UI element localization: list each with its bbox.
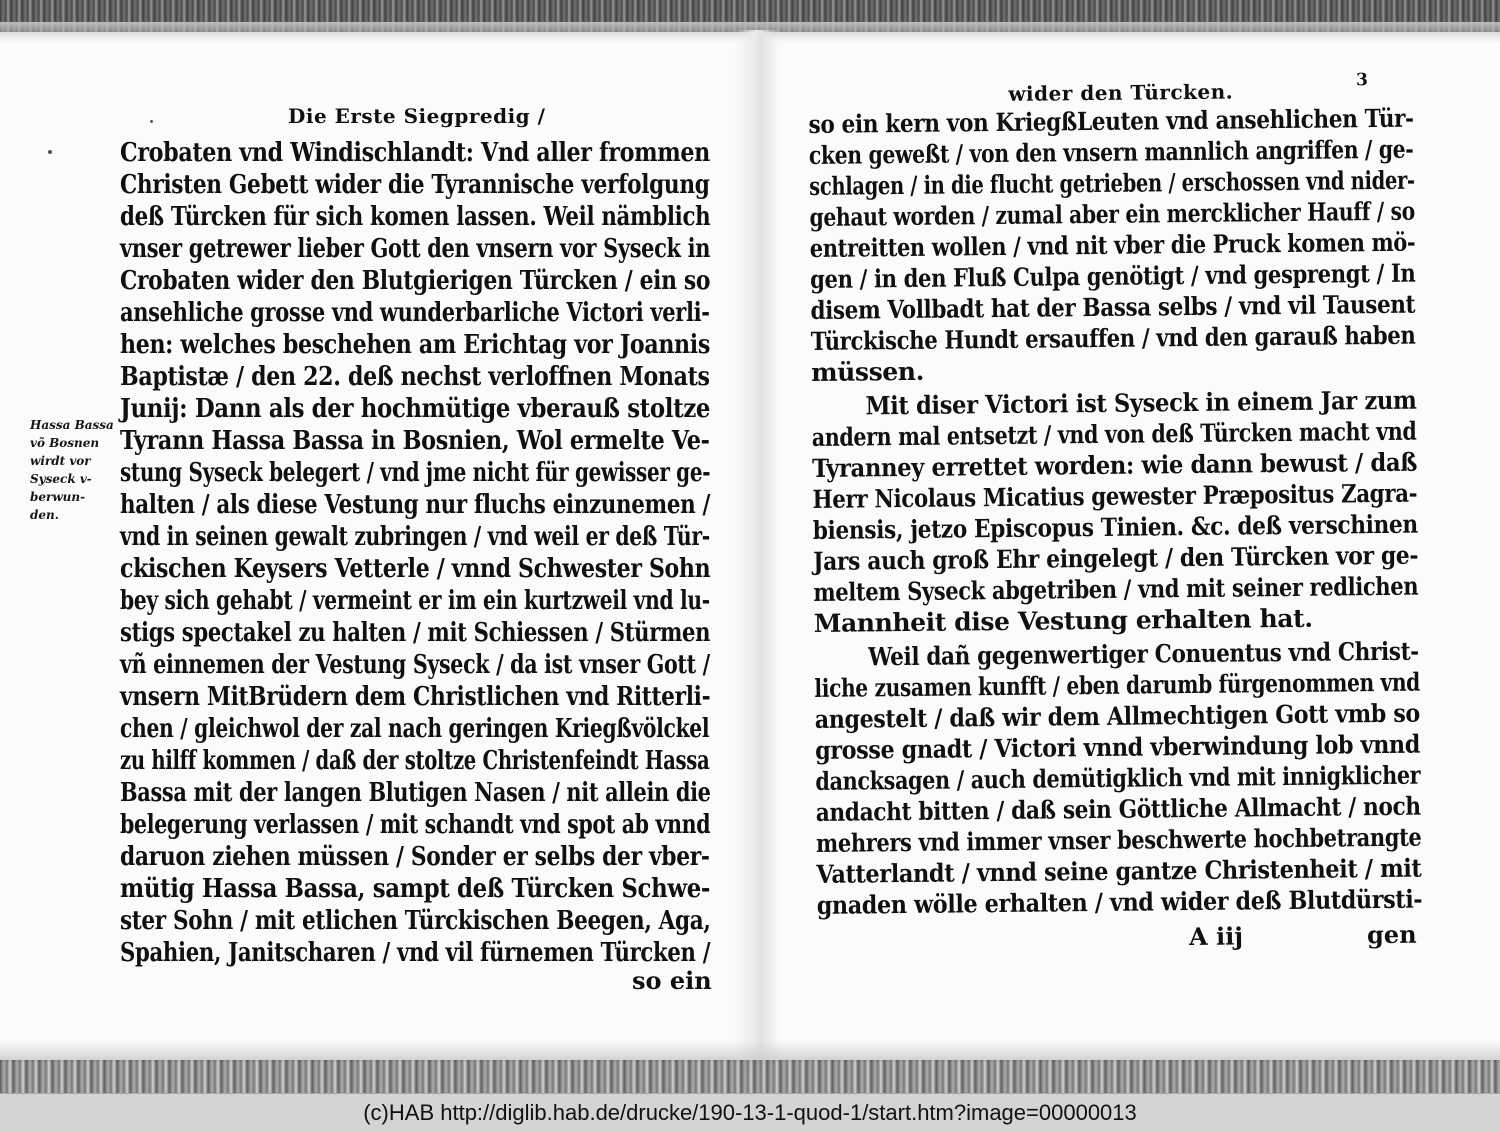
- bottom-edge-shadow: [0, 1060, 1500, 1093]
- text-line: ster Sohn / mit etlichen Türckischen Beegen, Aga,: [120, 906, 711, 936]
- text-line: Weil dañ gegenwertiger Conuentus vnd Christ-: [867, 636, 1419, 672]
- text-line: müssen.: [810, 356, 925, 387]
- signature-mark: A iij: [1188, 921, 1244, 952]
- left-running-head: Die Erste Siegpredig /: [288, 104, 546, 128]
- text-line: andern mal entsetzt / vnd von deß Türcken macht vnd: [811, 416, 1417, 452]
- left-catchword: so ein: [632, 966, 712, 995]
- text-line: disem Vollbadt hat der Bassa selbs / vnd vil Tausent: [810, 289, 1416, 325]
- marginal-note-line: wirdt vor: [30, 454, 91, 468]
- marginal-note-line: berwun-: [30, 490, 86, 504]
- text-line: hen: welches beschehen am Erichtag vor Joannis: [120, 330, 710, 360]
- right-running-head: wider den Türcken.: [1008, 79, 1234, 106]
- marginal-note: [30, 416, 122, 524]
- text-line: Crobaten vnd Windischlandt: Vnd aller frommen: [120, 138, 710, 168]
- text-line: cken geweßt / von den vnsern mannlich angriffen / ge-: [808, 134, 1414, 170]
- text-line: Tyrann Hassa Bassa in Bosnien, Wol ermelte Ve-: [120, 426, 710, 456]
- text-line: gnaden wölle erhalten / vnd wider deß Blutdürsti-: [816, 884, 1423, 920]
- text-line: deß Türcken für sich komen lassen. Weil nämblich: [120, 202, 711, 232]
- text-line: Vatterlandt / vnnd seine gantze Christenheit / mit: [816, 853, 1422, 889]
- text-line: schlagen / in die flucht getrieben / erschossen vnd nider-: [809, 165, 1415, 201]
- text-line: Baptistæ / den 22. deß nechst verloffnen Monats: [120, 362, 710, 392]
- text-line: so ein kern von KriegßLeuten vnd ansehlichen Tür-: [808, 103, 1414, 139]
- text-line: Junij: Dann als der hochmütige vberauß stoltze: [120, 394, 711, 424]
- text-line: Mit diser Victori ist Syseck in einem Jar zum: [865, 385, 1417, 421]
- text-line: mütig Hassa Bassa, sampt deß Türcken Schwe-: [120, 874, 711, 904]
- text-line: meltem Syseck abgetriben / vnd mit seiner redlichen: [813, 571, 1419, 607]
- text-line: daruon ziehen müssen / Sonder er selbs der vber-: [120, 842, 710, 872]
- text-line: vñ einnemen der Vestung Syseck / da ist vnser Gott /: [120, 650, 710, 680]
- text-line: liche zusamen kunfft / eben darumb fürgenommen vnd: [814, 667, 1421, 703]
- text-line: zu hilff kommen / daß der stoltze Christenfeindt Hassa: [120, 746, 710, 776]
- text-line: vnsern MitBrüdern dem Christlichen vnd Ritterli-: [120, 682, 711, 712]
- copyright-footer: (c)HAB http://diglib.hab.de/drucke/190-13-1-quod-1/start.htm?image=00000013: [0, 1093, 1500, 1132]
- text-line: Crobaten wider den Blutgierigen Türcken / ein so: [120, 266, 711, 296]
- text-line: mehrers vnd immer vnser beschwerte hochbetrangte: [815, 822, 1422, 858]
- text-line: stung Syseck belegert / vnd jme nicht für gewisser ge-: [120, 458, 711, 488]
- text-line: entreitten wollen / vnd nit vber die Pruck komen mö-: [809, 227, 1416, 263]
- ink-speck: [48, 150, 52, 154]
- text-line: dancksagen / auch demütigklich vnd mit innigklicher: [815, 760, 1421, 796]
- page-number: 3: [1356, 70, 1369, 91]
- text-line: chen / gleichwol der zal nach geringen Kriegßvölckel: [120, 714, 710, 744]
- text-line: grosse gnadt / Victori vnnd vberwindung lob vnnd: [814, 729, 1421, 765]
- text-line: Spahien, Janitscharen / vnd vil fürnemen Türcken /: [120, 938, 711, 968]
- text-line: Bassa mit der langen Blutigen Nasen / nit allein die: [120, 778, 711, 808]
- right-catchword: gen: [1366, 919, 1417, 950]
- text-line: gen / in den Fluß Culpa genötigt / vnd gesprengt / In: [810, 258, 1416, 294]
- marginal-note-line: Syseck v-: [30, 472, 92, 486]
- text-line: ckischen Keysers Vetterle / vnnd Schwester Sohn: [120, 554, 711, 584]
- text-line: Mannheit dise Vestung erhalten hat.: [813, 603, 1313, 638]
- text-line: angestelt / daß wir dem Allmechtigen Gott vmb so: [814, 698, 1420, 734]
- bottom-edge-fade: [0, 1040, 1500, 1062]
- marginal-note-line: Hassa Bassa: [30, 418, 114, 432]
- text-line: ansehliche grosse vnd wunderbarliche Victori verli-: [120, 298, 710, 328]
- book-gutter: [735, 30, 781, 1065]
- text-line: belegerung verlassen / mit schandt vnd spot ab vnnd: [120, 810, 711, 840]
- text-line: gehaut worden / zumal aber ein mercklicher Hauff / so: [809, 196, 1416, 232]
- text-line: vnd in seinen gewalt zubringen / vnd weil er deß Tür-: [120, 522, 710, 552]
- text-line: Christen Gebett wider die Tyrannische verfolgung: [120, 170, 710, 200]
- marginal-note-line: den.: [30, 508, 59, 522]
- text-line: halten / als diese Vestung nur fluchs einzunemen /: [120, 490, 710, 520]
- marginal-note-line: võ Bosnen: [30, 436, 100, 450]
- text-line: Jars auch groß Ehr eingelegt / den Türcken vor ge-: [812, 540, 1419, 576]
- text-line: Türckische Hundt ersauffen / vnd den garauß haben: [810, 320, 1416, 356]
- left-page: [120, 100, 715, 1000]
- text-line: Herr Nicolaus Micatius gewester Præpositus Zagra-: [812, 478, 1418, 514]
- text-line: bey sich gehabt / vermeint er im ein kurtzweil vnd lu-: [120, 586, 710, 616]
- text-line: stigs spectakel zu halten / mit Schiessen / Stürmen: [120, 618, 711, 648]
- text-line: Tyranney errettet worden: wie dann bewust / daß: [812, 447, 1418, 483]
- text-line: biensis, jetzo Episcopus Tinien. &c. deß verschinen: [812, 509, 1418, 545]
- right-page: [808, 66, 1429, 972]
- text-line: vnser getrewer lieber Gott den vnsern vor Syseck in: [120, 234, 711, 264]
- text-line: andacht bitten / daß sein Göttliche Allmacht / noch: [815, 791, 1421, 827]
